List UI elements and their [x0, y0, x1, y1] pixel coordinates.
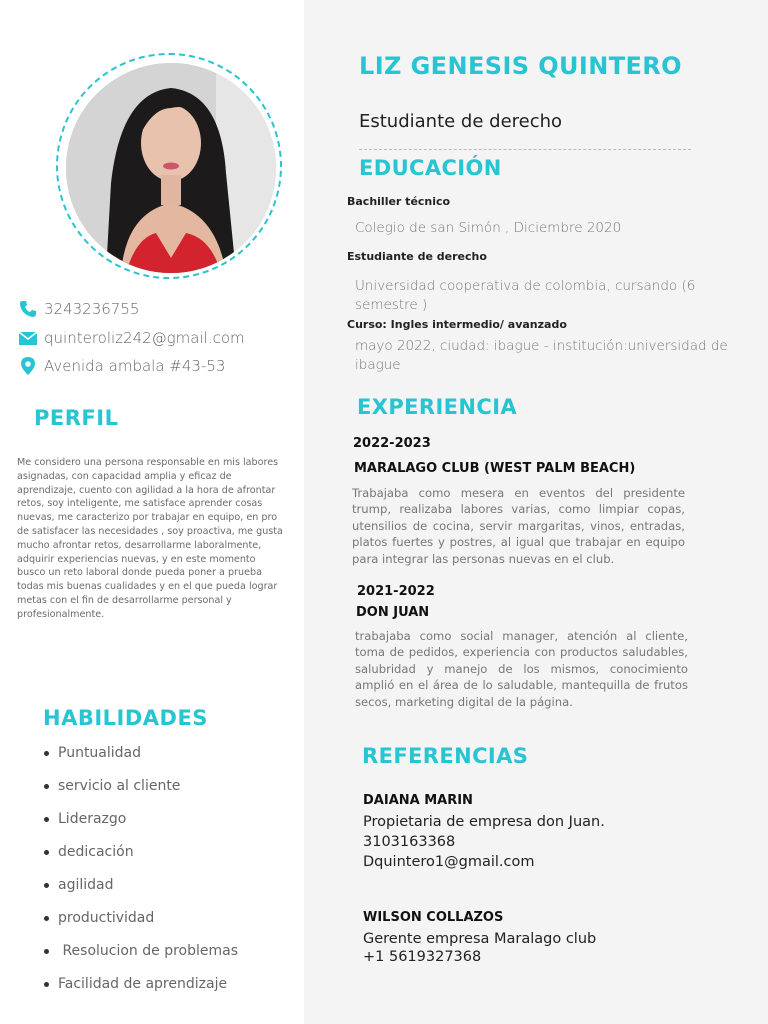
reference-position: Gerente empresa Maralago club: [363, 931, 597, 947]
habilidades-heading: HABILIDADES: [43, 706, 208, 730]
edu-text: Colegio de san Simón , Diciembre 2020: [355, 220, 622, 236]
skill-item: Resolucion de problemas: [40, 940, 238, 973]
profile-photo: [66, 63, 276, 273]
phone-text: 3243236755: [44, 300, 140, 318]
job-period: 2021-2022: [357, 584, 435, 599]
contact-email[interactable]: [18, 328, 245, 348]
reference-position: Propietaria de empresa don Juan.: [363, 814, 605, 830]
skill-item: Liderazgo: [40, 808, 238, 841]
experiencia-heading: EXPERIENCIA: [357, 395, 518, 419]
contact-address: [18, 356, 225, 376]
location-pin-icon: [18, 356, 38, 376]
skill-item: Puntualidad: [40, 742, 238, 775]
skill-item: Facilidad de aprendizaje: [40, 973, 238, 1006]
job-company: DON JUAN: [356, 605, 430, 620]
email-text: quinteroliz242@gmail.com: [44, 329, 245, 347]
referencias-heading: REFERENCIAS: [362, 744, 529, 768]
educacion-heading: EDUCACIÓN: [359, 156, 502, 180]
reference-name: DAIANA MARIN: [363, 793, 473, 808]
skills-list: [40, 742, 238, 1006]
skill-item: agilidad: [40, 874, 238, 907]
edu-label: Bachiller técnico: [347, 195, 451, 208]
edu-text: mayo 2022, ciudad: ibague - institución:universidad de ibague: [355, 338, 728, 373]
perfil-heading: PERFIL: [34, 406, 119, 430]
reference-phone: +1 5619327368: [363, 949, 482, 965]
contact-phone[interactable]: [18, 299, 139, 319]
phone-icon: [18, 299, 38, 319]
skill-item: dedicación: [40, 841, 238, 874]
edu-label: Estudiante de derecho: [347, 250, 487, 263]
job-period: 2022-2023: [353, 436, 431, 451]
job-description: Trabajaba como mesera en eventos del presidente trump, realizaba labores varias, como limpiar copas, utensilios de cocina, servir margaritas, vinos, entradas, platos fuertes y postres, al igual que trabajar en equipo para integrar las personas nuevas en el club.: [352, 486, 685, 566]
reference-phone: 3103163368: [363, 834, 456, 850]
candidate-role: Estudiante de derecho: [359, 111, 563, 132]
edu-text: Universidad cooperativa de colombia, cursando (6 semestre ): [355, 278, 696, 313]
edu-label: Curso: Ingles intermedio/ avanzado: [347, 318, 567, 331]
reference-name: WILSON COLLAZOS: [363, 910, 504, 925]
email-icon: [18, 328, 38, 348]
divider: [359, 149, 691, 150]
perfil-text: Me considero una persona responsable en mis labores asignadas, con capacidad amplia y eficaz de aprendizaje, cuento con agilidad a la hora de afrontar retos, soy inteligente, me satisface aprender cosas nuevas, me caracterizo por trabajar en equipo, en pro de satisfacer las necesidades , soy proactiva, me gusta mucho afrontar retos, desarrollarme laboralmente, adquirir experiencias nuevas, y en este momento busco un reto laboral donde pueda poner a prueba todas mis buenas cualidades y en el que pueda lograr metas con el fin de desarrollarme personal y profesionalmente.: [17, 457, 283, 620]
job-description: trabajaba como social manager, atención al cliente, toma de pedidos, experiencia con productos saludables, salubridad y manejo de los mismos, conocimiento amplió en el área de lo saludable, mantequilla de frutos secos, marketing digital de la página.: [355, 629, 688, 709]
skill-item: servicio al cliente: [40, 775, 238, 808]
reference-email[interactable]: Dquintero1@gmail.com: [363, 854, 535, 870]
job-company: MARALAGO CLUB (WEST PALM BEACH): [354, 461, 636, 476]
address-text: Avenida ambala #43-53: [44, 357, 226, 375]
sidebar: [0, 0, 304, 1024]
candidate-name: LIZ GENESIS QUINTERO: [359, 52, 682, 80]
skill-item: productividad: [40, 907, 238, 940]
